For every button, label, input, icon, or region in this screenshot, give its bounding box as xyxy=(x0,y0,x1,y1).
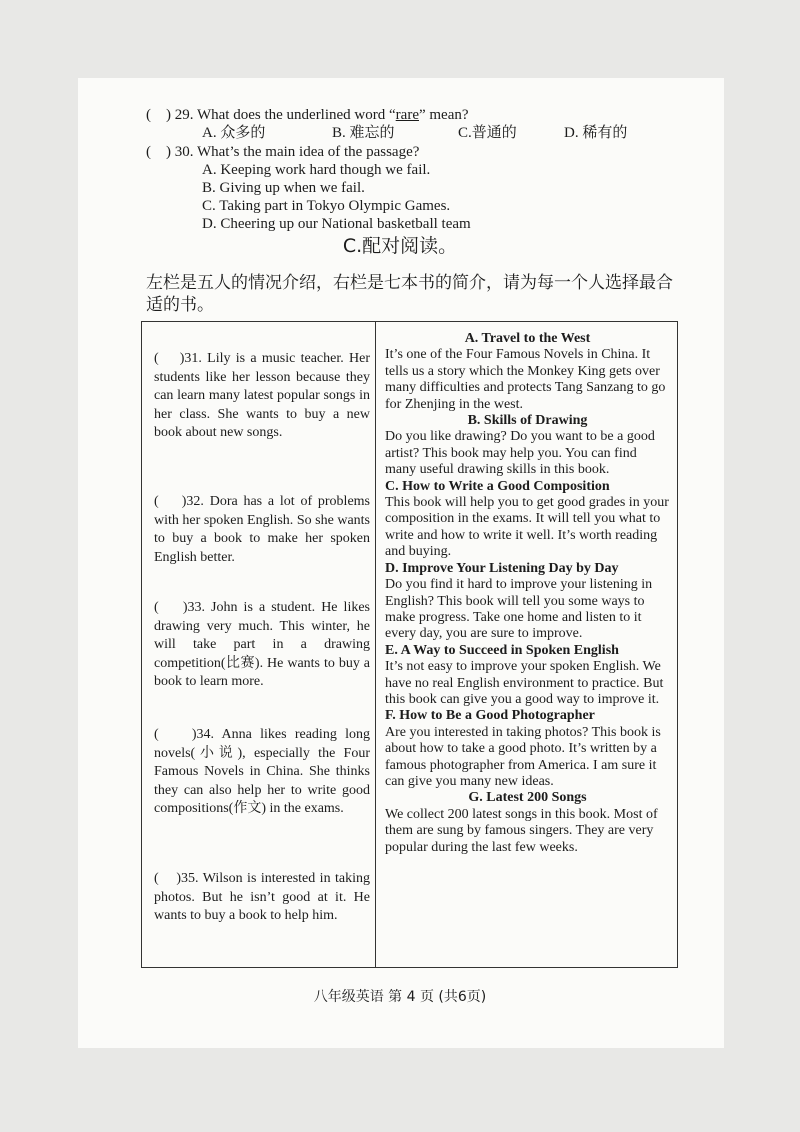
question-29 xyxy=(146,106,469,124)
book-c-desc: This book will help you to get good grades in your composition in the exams. It will tell you what to write and how to write it well. It’s worth reading and buying. xyxy=(385,495,669,560)
person-33: ( )33. John is a student. He likes drawing very much. This winter, he will take part in a drawing competition(比赛). He wants to buy a book to learn more. xyxy=(154,600,370,689)
book-g xyxy=(385,790,670,856)
option-30-c: C. Taking part in Tokyo Olympic Games. xyxy=(202,198,451,214)
book-e-desc: It’s not easy to improve your spoken English. We have no real English environment to practice. But this book can give you a good way to improve it. xyxy=(385,659,664,707)
answer-blank-29[interactable]: ( ) xyxy=(146,107,171,123)
book-d xyxy=(385,561,670,643)
option-29-a: A. 众多的 xyxy=(202,125,266,141)
book-g-desc: We collect 200 latest songs in this book. Most of them are sung by famous singers. They are very popular during the last few weeks. xyxy=(385,806,658,855)
option-29-b: B. 难忘的 xyxy=(332,125,395,141)
book-c xyxy=(385,479,670,561)
book-list xyxy=(385,331,670,856)
book-e xyxy=(385,643,670,709)
book-a xyxy=(385,331,670,413)
person-31: ( )31. Lily is a music teacher. Her students like her lesson because they can learn many latest popular songs in her class. She wants to buy a new book about new songs. xyxy=(154,351,370,440)
question-30 xyxy=(146,143,419,161)
page-footer: 八年级英语 第 4 页 (共6页) xyxy=(313,989,487,1005)
section-instruction: 左栏是五人的情况介绍，右栏是七本书的简介，请为每一个人选择最合适的书。 xyxy=(146,273,673,315)
book-g-title: G. Latest 200 Songs xyxy=(468,790,587,806)
option-30-b: B. Giving up when we fail. xyxy=(202,180,365,196)
book-d-desc: Do you find it hard to improve your listening in English? This book will tell you some ways to make progress. Take one home and listen to it every day, you are sure to improve. xyxy=(385,577,653,642)
book-f-desc: Are you interested in taking photos? This book is about how to take a good photo. It’s written by a famous photographer from America. I am sure it can give you many new ideas. xyxy=(385,724,661,789)
question-29-text-after: ” mean? xyxy=(418,107,469,123)
book-b-desc: Do you like drawing? Do you want to be a good artist? This book may help you. You can find many useful drawing skills in this book. xyxy=(385,429,655,478)
question-29-text-before: 29. What does the underlined word “ xyxy=(171,107,396,123)
option-29-d: D. 稀有的 xyxy=(564,125,628,141)
book-f-title: F. How to Be a Good Photographer xyxy=(385,708,595,724)
book-a-title: A. Travel to the West xyxy=(464,331,591,346)
underlined-word: rare xyxy=(395,107,419,123)
book-a-desc: It’s one of the Four Famous Novels in China. It tells us a story which the Monkey King gets over many difficulties and protects Tang Sanzang to go for Zhenjing in the west. xyxy=(385,347,666,412)
question-30-text: 30. What’s the main idea of the passage? xyxy=(171,144,420,160)
section-title: C.配对阅读。 xyxy=(342,235,458,257)
option-30-a: A. Keeping work hard though we fail. xyxy=(202,162,431,178)
option-29-c: C.普通的 xyxy=(458,125,517,141)
person-35: ( )35. Wilson is interested in taking photos. But he isn’t good at it. He wants to buy a book to help him. xyxy=(154,871,370,923)
book-c-title: C. How to Write a Good Composition xyxy=(385,478,610,494)
column-divider xyxy=(375,322,376,967)
book-b-title: B. Skills of Drawing xyxy=(467,413,588,429)
book-d-title: D. Improve Your Listening Day by Day xyxy=(385,560,619,576)
option-30-d: D. Cheering up our National basketball team xyxy=(202,216,471,232)
matching-table xyxy=(141,321,678,968)
person-32: ( )32. Dora has a lot of problems with her spoken English. So she wants to buy a book to make her spoken English better. xyxy=(154,494,370,565)
book-f xyxy=(385,708,670,790)
answer-blank-30[interactable]: ( ) xyxy=(146,144,171,160)
book-b xyxy=(385,413,670,479)
person-34: ( )34. Anna likes reading long novels(小说), especially the Four Famous Novels in China. She thinks they can also help her to write good compositions(作文) in the exams. xyxy=(154,727,370,816)
book-e-title: E. A Way to Succeed in Spoken English xyxy=(385,642,619,658)
